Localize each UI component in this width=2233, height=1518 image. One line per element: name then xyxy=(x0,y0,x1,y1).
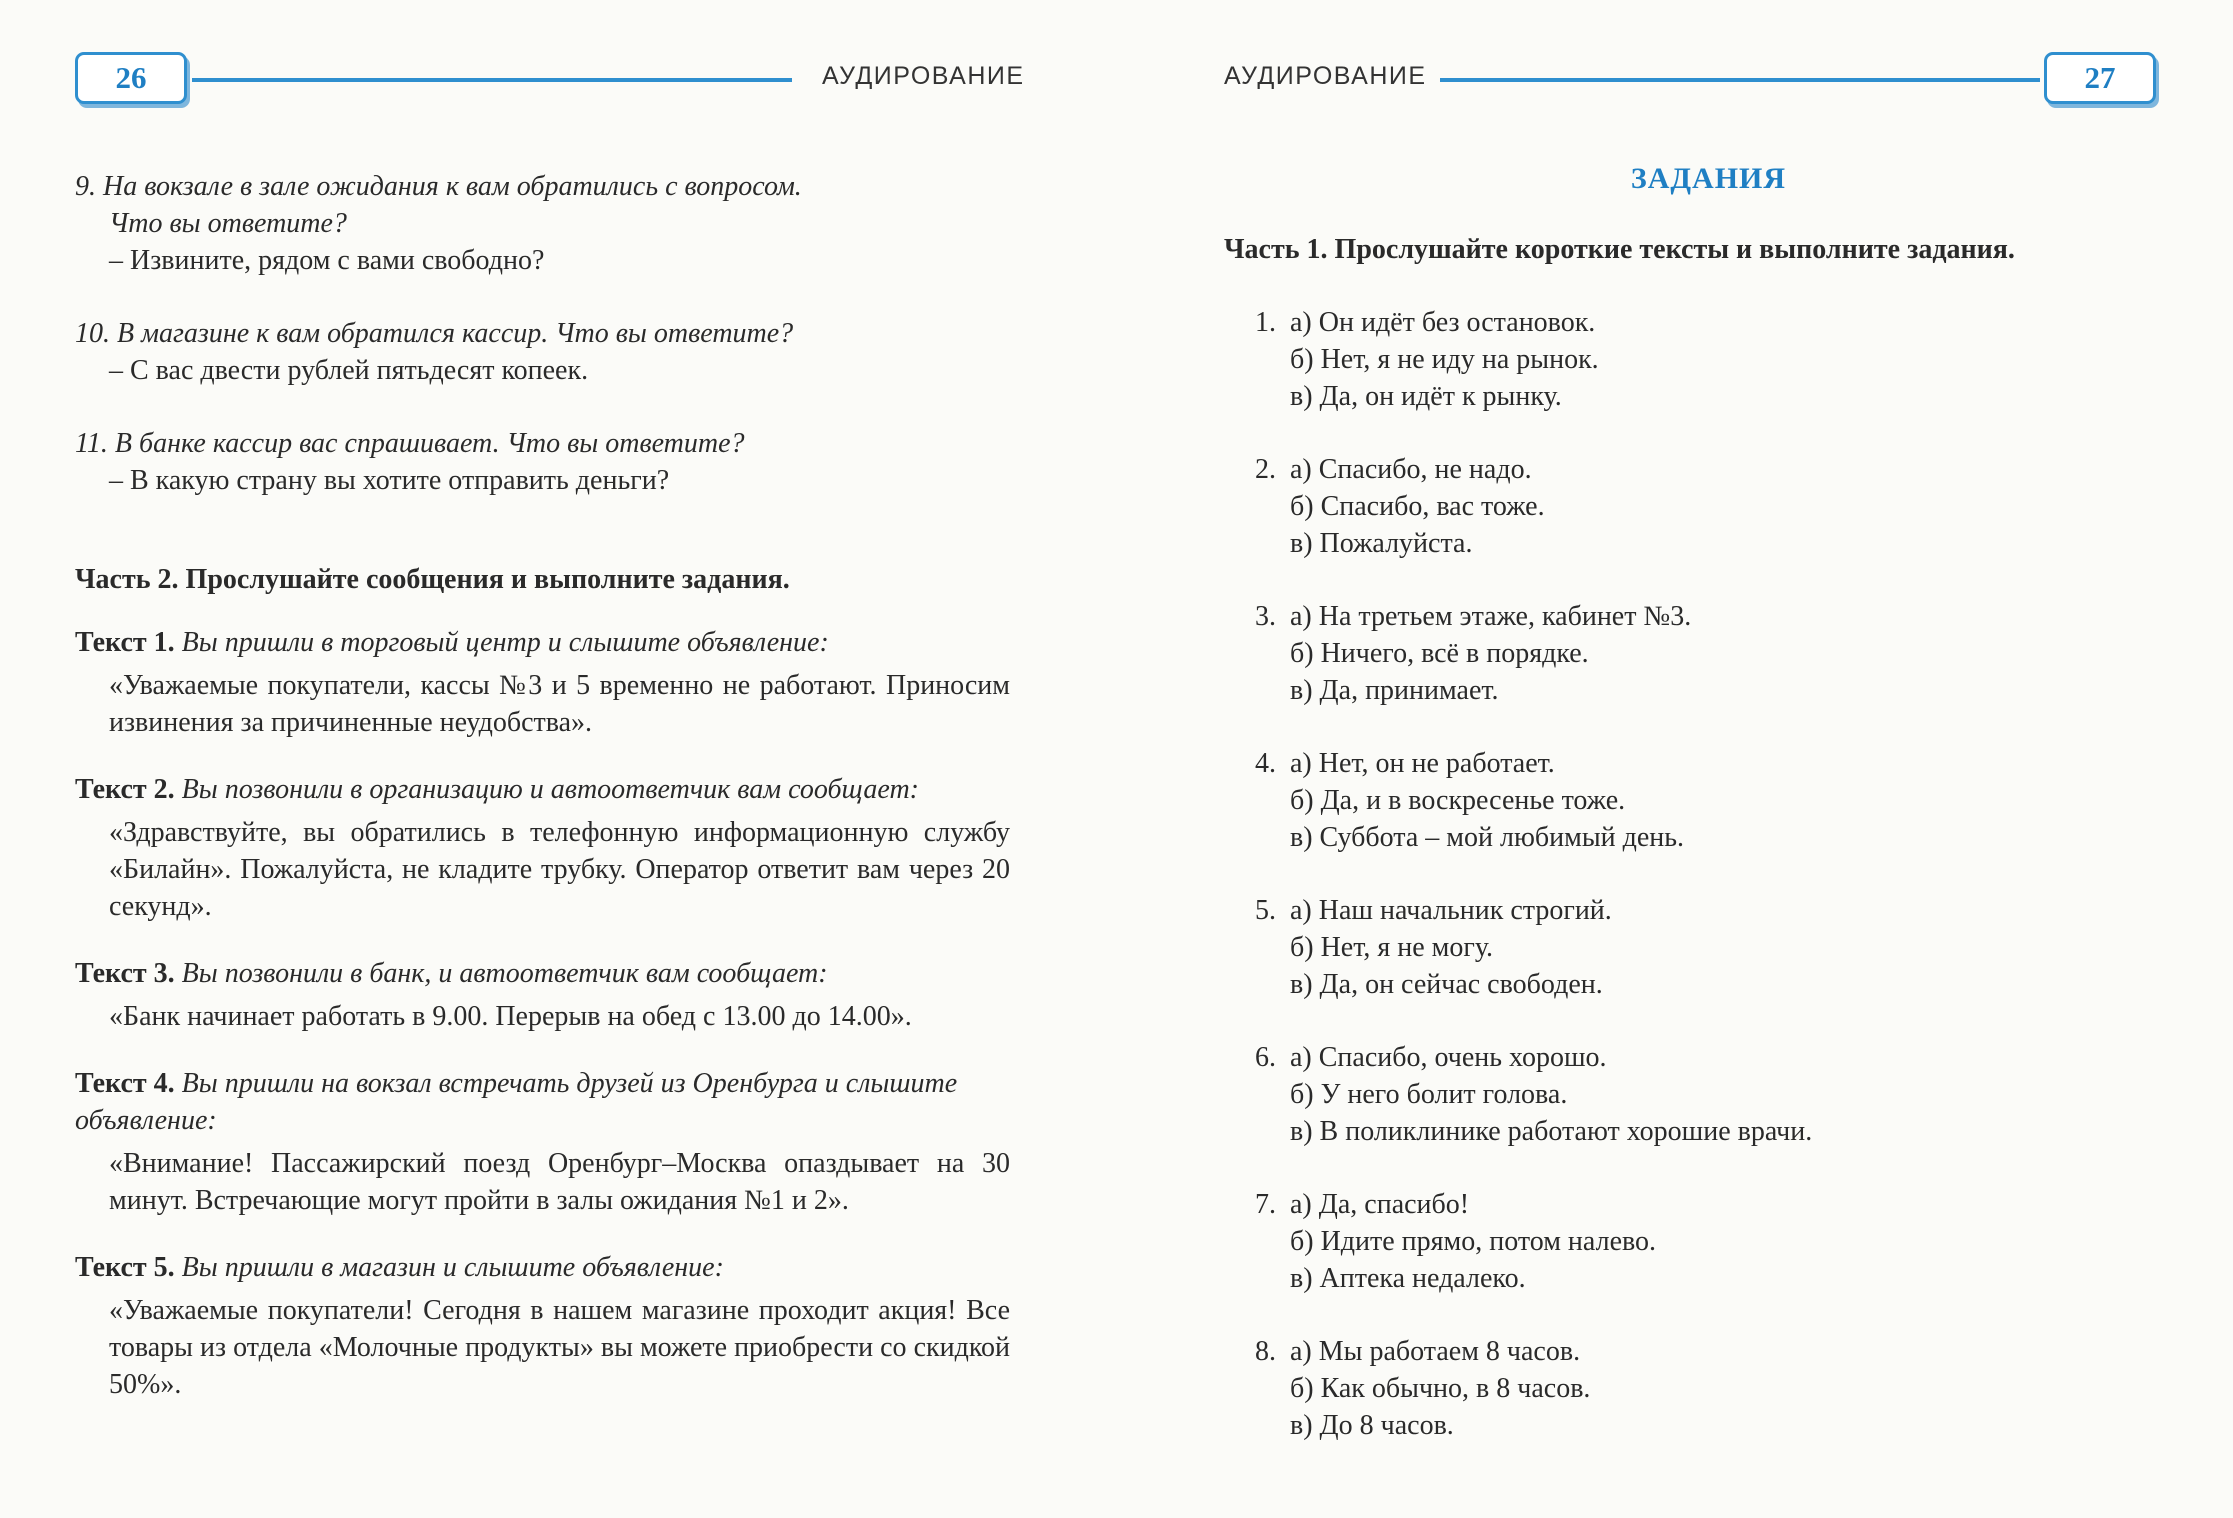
item-number: 2. xyxy=(1255,454,1276,485)
answer-option: а) На третьем этаже, кабинет №3. xyxy=(1290,601,1692,632)
answer-item xyxy=(1224,745,2193,856)
answer-item xyxy=(1224,1039,2193,1150)
answer-option: б) Нет, я не иду на рынок. xyxy=(1290,344,1599,375)
question-reply: – С вас двести рублей пятьдесят копеек. xyxy=(109,355,589,386)
text-situation: Вы позвонили в организацию и автоответчик вам сообщает: xyxy=(181,774,919,805)
answer-option: а) Нет, он не работает. xyxy=(1290,748,1555,779)
option-list xyxy=(1290,1186,2193,1297)
answer-option: б) Спасибо, вас тоже. xyxy=(1290,491,1545,522)
answer-option: а) Он идёт без остановок. xyxy=(1290,307,1596,338)
item-number: 4. xyxy=(1255,748,1276,779)
text-label: Текст 1. xyxy=(75,627,175,658)
answer-option: а) Спасибо, не надо. xyxy=(1290,454,1532,485)
text-body: «Уважаемые покупатели, кассы №3 и 5 временно не работают. Приносим извинения за причиненные неудобства». xyxy=(109,670,1010,738)
answer-option: б) Да, и в воскресенье тоже. xyxy=(1290,785,1626,816)
item-number: 1. xyxy=(1255,307,1276,338)
text-3 xyxy=(75,955,1010,1035)
item-number: 3. xyxy=(1255,601,1276,632)
option-list xyxy=(1290,1039,2193,1150)
answer-option: в) В поликлинике работают хорошие врачи. xyxy=(1290,1116,1813,1147)
text-label: Текст 2. xyxy=(75,774,175,805)
answer-option: в) Да, принимает. xyxy=(1290,675,1499,706)
tasks-title: ЗАДАНИЯ xyxy=(1630,162,1787,195)
header-rule xyxy=(1440,78,2040,82)
answer-option: в) Аптека недалеко. xyxy=(1290,1263,1526,1294)
question-prompt: 11. В банке кассир вас спрашивает. Что вы ответите? xyxy=(75,428,745,459)
answer-option: в) Да, он идёт к рынку. xyxy=(1290,381,1562,412)
running-head: АУДИРОВАНИЕ xyxy=(822,62,1025,90)
question-11 xyxy=(75,425,1010,499)
text-body: «Банк начинает работать в 9.00. Перерыв на обед с 13.00 до 14.00». xyxy=(109,1001,912,1032)
running-head: АУДИРОВАНИЕ xyxy=(1224,62,1427,90)
answer-items xyxy=(1224,304,2193,1444)
item-number: 7. xyxy=(1255,1189,1276,1220)
text-body: «Внимание! Пассажирский поезд Оренбург–Москва опаздывает на 30 минут. Встречающие могут пройти в залы ожидания №1 и 2». xyxy=(109,1148,1010,1216)
answer-option: б) Идите прямо, потом налево. xyxy=(1290,1226,1657,1257)
text-situation: Вы позвонили в банк, и автоответчик вам сообщает: xyxy=(181,958,828,989)
question-reply: – В какую страну вы хотите отправить деньги? xyxy=(109,465,670,496)
answer-option: б) Нет, я не могу. xyxy=(1290,932,1494,963)
text-situation: Вы пришли на вокзал встречать друзей из Оренбурга и слышите объявление: xyxy=(75,1068,958,1136)
text-2 xyxy=(75,771,1010,925)
option-list xyxy=(1290,1333,2193,1444)
page-number-badge: 26 xyxy=(75,52,187,104)
text-body: «Уважаемые покупатели! Сегодня в нашем магазине проходит акция! Все товары из отдела «Молочные продукты» вы можете приобрести со скидкой 50%». xyxy=(109,1295,1010,1400)
text-label: Текст 5. xyxy=(75,1252,175,1283)
answer-option: а) Мы работаем 8 часов. xyxy=(1290,1336,1581,1367)
text-situation: Вы пришли в торговый центр и слышите объявление: xyxy=(181,627,829,658)
header-rule xyxy=(192,78,792,82)
answer-option: а) Спасибо, очень хорошо. xyxy=(1290,1042,1607,1073)
answer-item xyxy=(1224,451,2193,562)
right-page xyxy=(1140,0,2233,1518)
text-label: Текст 3. xyxy=(75,958,175,989)
question-9 xyxy=(75,168,1010,279)
text-5 xyxy=(75,1249,1010,1403)
question-10 xyxy=(75,315,1010,389)
text-body: «Здравствуйте, вы обратились в телефонную информационную службу «Билайн». Пожалуйста, не кладите трубку. Оператор ответит вам через 20 секунд». xyxy=(109,817,1010,922)
item-number: 8. xyxy=(1255,1336,1276,1367)
answer-option: б) У него болит голова. xyxy=(1290,1079,1568,1110)
text-label: Текст 4. xyxy=(75,1068,175,1099)
answer-option: в) Пожалуйста. xyxy=(1290,528,1473,559)
page-number-badge: 27 xyxy=(2044,52,2156,104)
part1-title: Часть 1. Прослушайте короткие тексты и выполните задания. xyxy=(1224,234,2015,265)
left-content xyxy=(75,168,1010,1433)
text-situation: Вы пришли в магазин и слышите объявление: xyxy=(181,1252,724,1283)
answer-item xyxy=(1224,304,2193,415)
answer-item xyxy=(1224,1186,2193,1297)
answer-option: б) Ничего, всё в порядке. xyxy=(1290,638,1589,669)
item-number: 5. xyxy=(1255,895,1276,926)
answer-option: а) Да, спасибо! xyxy=(1290,1189,1470,1220)
part2-title: Часть 2. Прослушайте сообщения и выполните задания. xyxy=(75,564,790,595)
answer-item xyxy=(1224,1333,2193,1444)
answer-option: в) Суббота – мой любимый день. xyxy=(1290,822,1685,853)
question-reply: – Извините, рядом с вами свободно? xyxy=(109,245,545,276)
answer-item xyxy=(1224,598,2193,709)
answer-item xyxy=(1224,892,2193,1003)
option-list xyxy=(1290,451,2193,562)
option-list xyxy=(1290,892,2193,1003)
question-prompt: 10. В магазине к вам обратился кассир. Что вы ответите? xyxy=(75,318,794,349)
item-number: 6. xyxy=(1255,1042,1276,1073)
option-list xyxy=(1290,598,2193,709)
question-prompt: 9. На вокзале в зале ожидания к вам обратились с вопросом. xyxy=(75,171,802,202)
answer-option: в) До 8 часов. xyxy=(1290,1410,1454,1441)
option-list xyxy=(1290,304,2193,415)
question-prompt: Что вы ответите? xyxy=(109,208,347,239)
text-4 xyxy=(75,1065,1010,1219)
right-content xyxy=(1224,160,2193,1480)
answer-option: б) Как обычно, в 8 часов. xyxy=(1290,1373,1591,1404)
left-page xyxy=(0,0,1110,1518)
answer-option: а) Наш начальник строгий. xyxy=(1290,895,1612,926)
text-1 xyxy=(75,624,1010,741)
answer-option: в) Да, он сейчас свободен. xyxy=(1290,969,1603,1000)
option-list xyxy=(1290,745,2193,856)
